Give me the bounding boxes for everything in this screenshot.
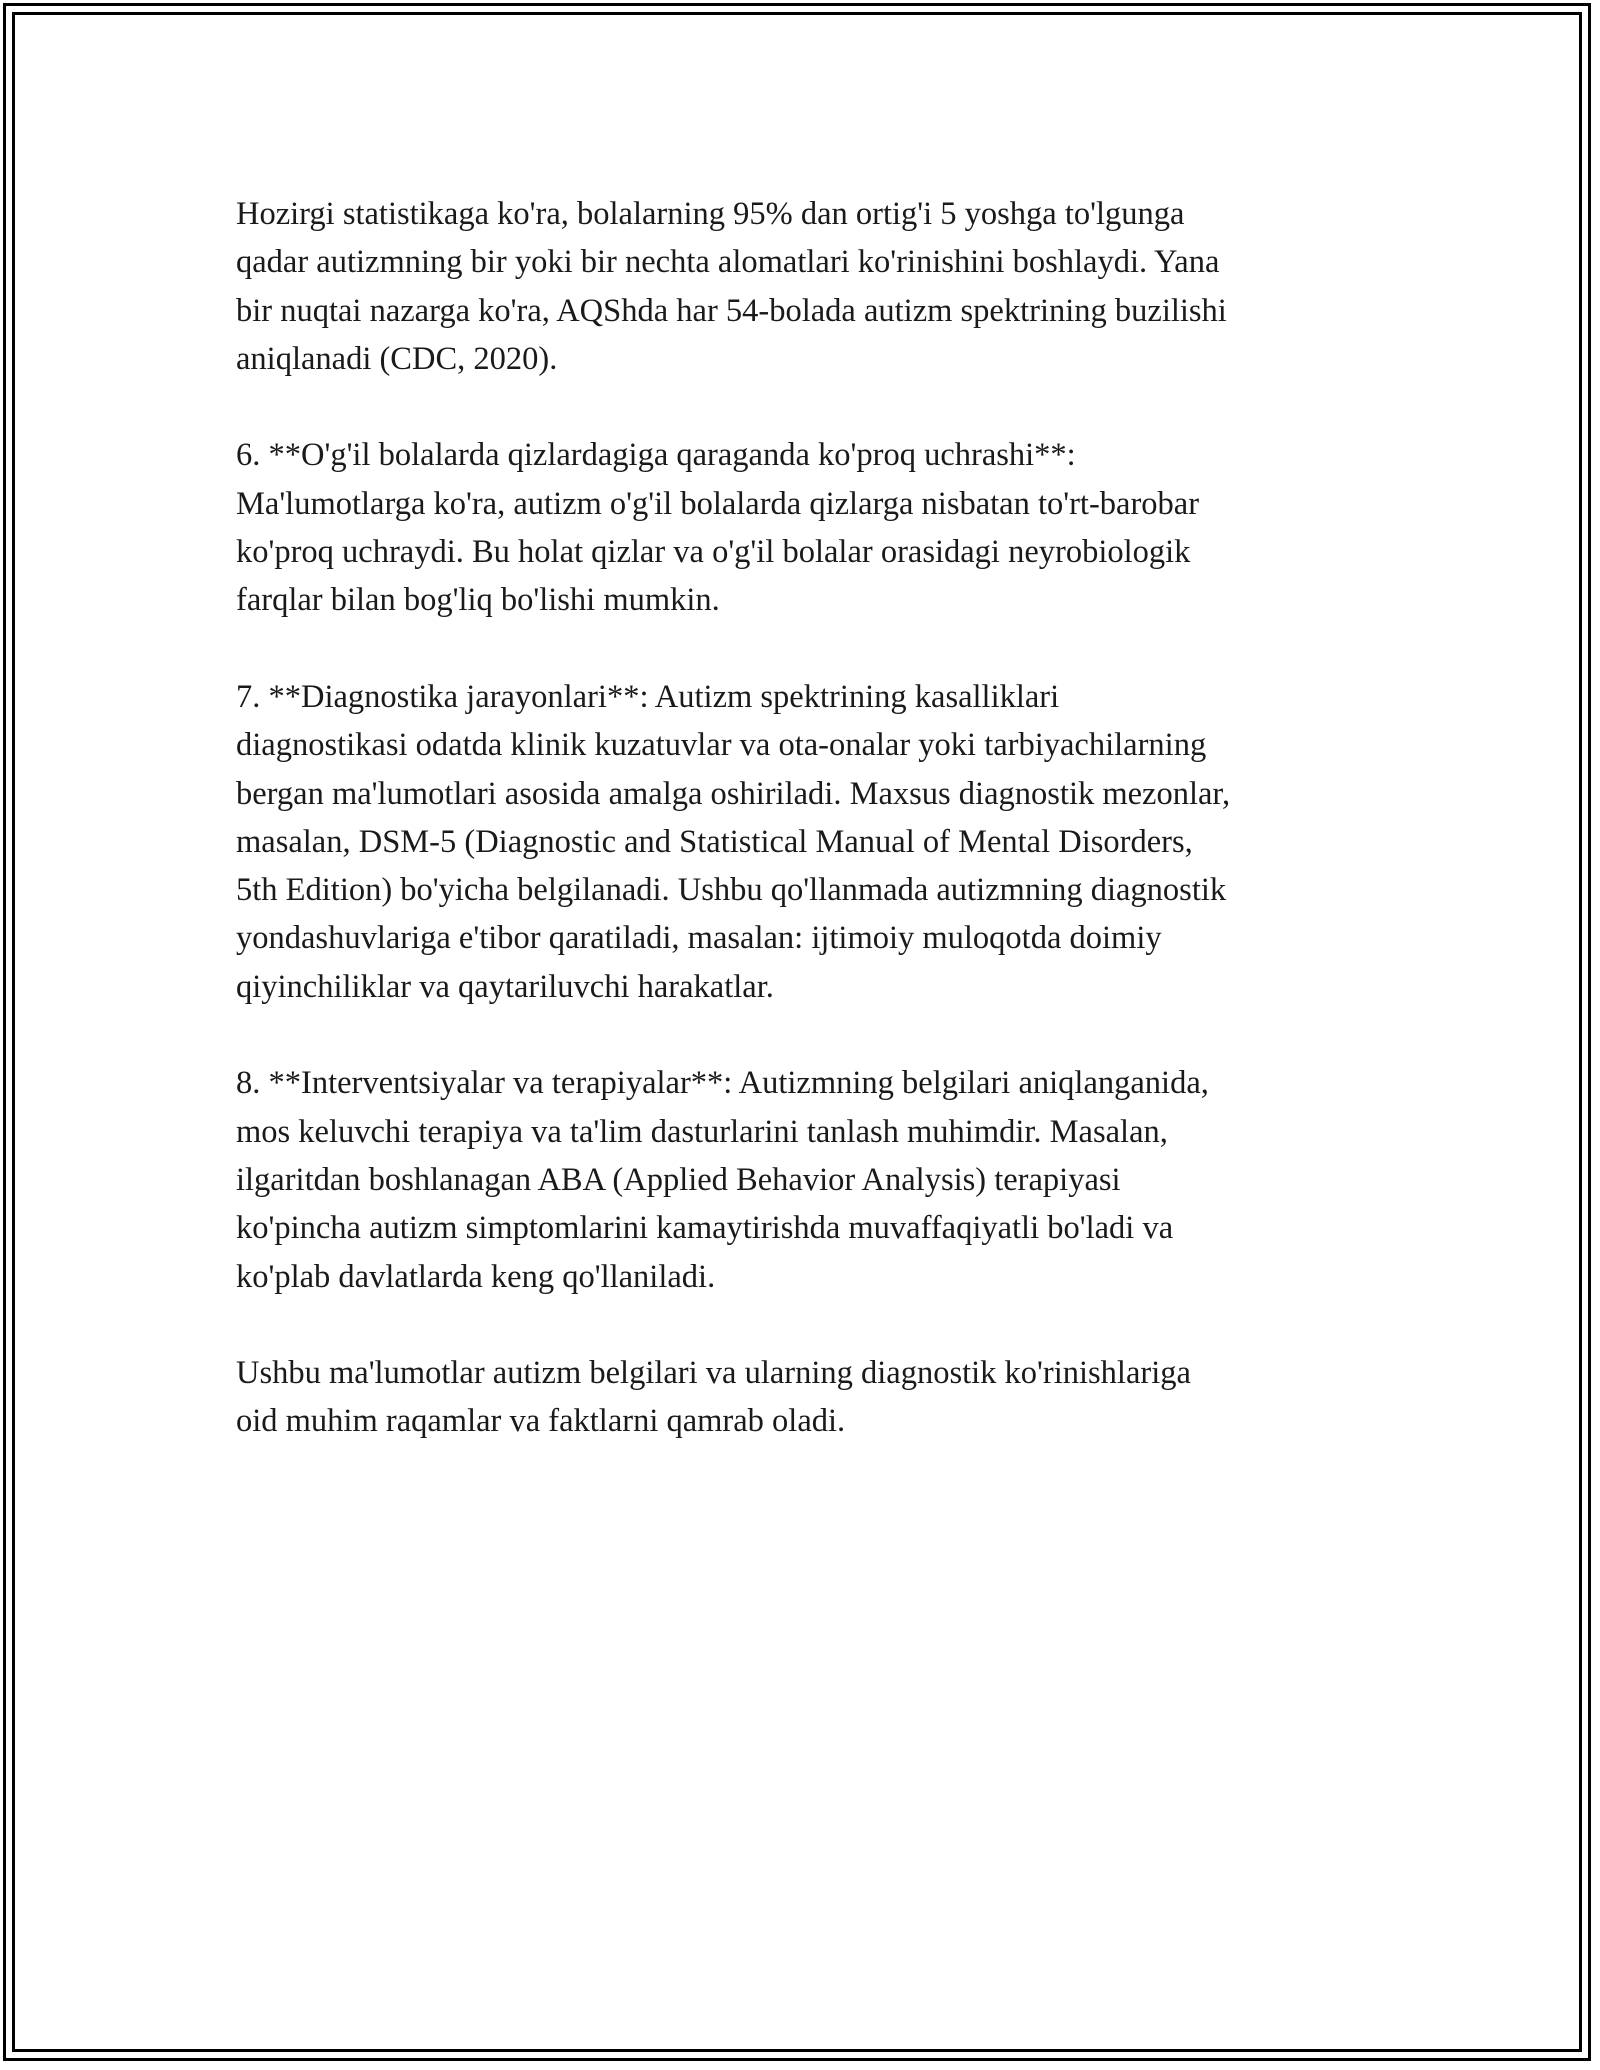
paragraph-conclusion: Ushbu ma'lumotlar autizm belgilari va ularning diagnostik ko'rinishlariga oid muhim raqamlar va faktlarni qamrab oladi. xyxy=(236,1355,1191,1440)
paragraph-diagnostics: 7. **Diagnostika jarayonlari**: Autizm spektrining kasalliklari diagnostikasi odatda klinik kuzatuvlar va ota-onalar yoki tarbiyachilarning bergan ma'lumotlari asosida amalga oshiriladi. Maxsus diagnostik mezonlar, masalan, DSM-5 (Diagnostic and Statistical Manual of Mental Disorders, 5th Edition) bo'yicha belgilanadi. Ushbu qo'llanmada autizmning diagnostik yondashuvlariga e'tibor qaratiladi, masalan: ijtimoiy muloqotda doimiy qiyinchiliklar va qaytariluvchi harakatlar. xyxy=(236,678,1231,1005)
document-body xyxy=(236,190,1366,1494)
paragraph-boys-prevalence: 6. **O'g'il bolalarda qizlardagiga qaraganda ko'proq uchrashi**: Ma'lumotlarga ko'ra, autizm o'g'il bolalarda qizlarga nisbatan to'rt-barobar ko'proq uchraydi. Bu holat qizlar va o'g'il bolalar orasidagi neyrobiologik farqlar bilan bog'liq bo'lishi mumkin. xyxy=(236,437,1200,619)
paragraph-statistics: Hozirgi statistikaga ko'ra, bolalarning 95% dan ortig'i 5 yoshga to'lgunga qadar autizmning bir yoki bir nechta alomatlari ko'rinishini boshlaydi. Yana bir nuqtai nazarga ko'ra, AQShda har 54-bolada autizm spektrining buzilishi aniqlanadi (CDC, 2020). xyxy=(236,196,1227,377)
paragraph-interventions: 8. **Interventsiyalar va terapiyalar**: Autizmning belgilari aniqlanganida, mos keluvchi terapiya va ta'lim dasturlarini tanlash muhimdir. Masalan, ilgaritdan boshlanagan ABA (Applied Behavior Analysis) terapiyasi ko'pincha autizm simptomlarini kamaytirishda muvaffaqiyatli bo'ladi va ko'plab davlatlarda keng qo'llaniladi. xyxy=(236,1065,1209,1295)
